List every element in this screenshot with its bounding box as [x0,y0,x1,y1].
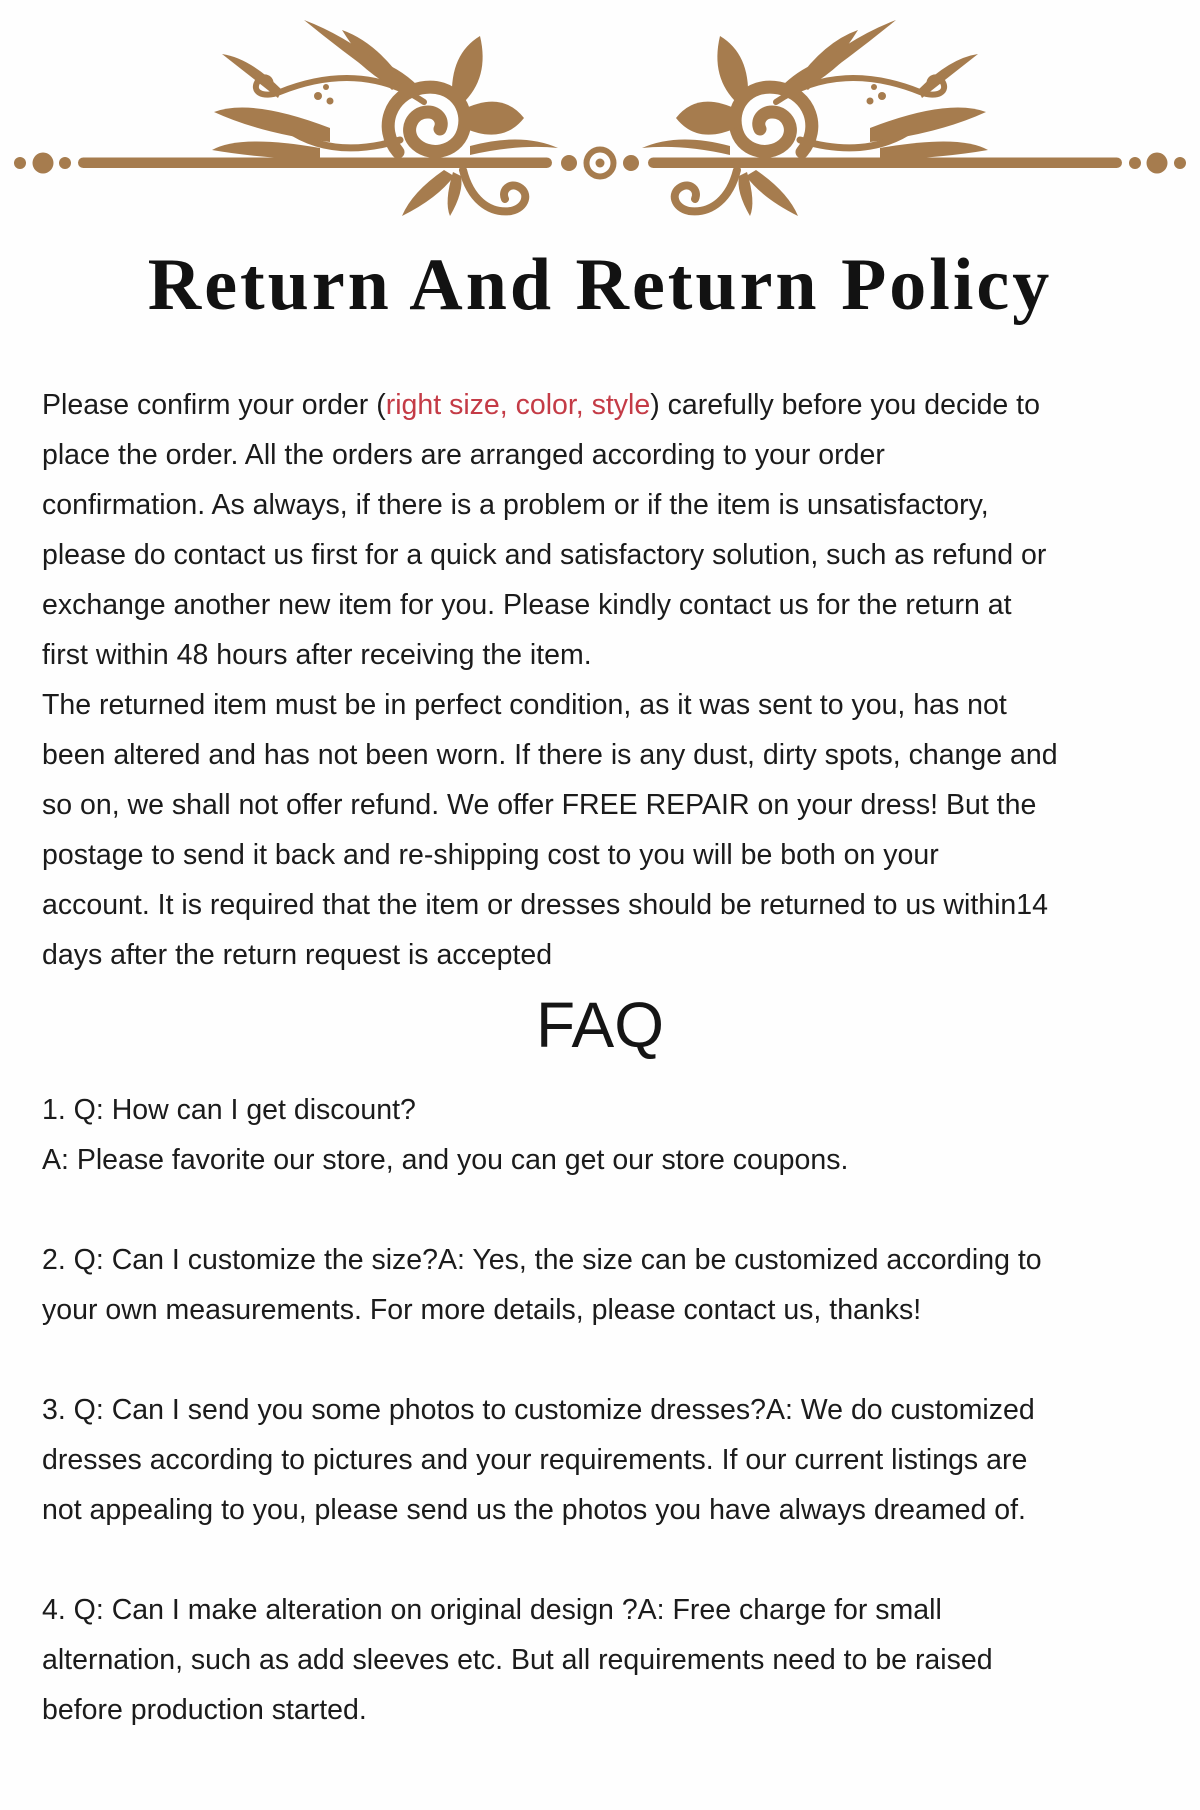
faq-answer: not appealing to you, please send us the photos you have always dreamed of. [42,1494,1026,1526]
policy-line: been altered and has not been worn. If there is any dust, dirty spots, change and [42,739,1058,771]
faq-question: 3. Q: Can I send you some photos to customize dresses?A: We do customized [42,1394,1035,1426]
faq-item-2 [42,1235,1172,1335]
faq-list [0,1085,1200,1735]
policy-line: place the order. All the orders are arranged according to your order [42,439,885,471]
return-policy-paragraph [0,380,1200,980]
policy-line: please do contact us first for a quick and satisfactory solution, such as refund or [42,539,1047,571]
page-title: Return And Return Policy [147,244,1053,326]
floral-divider-ornament [0,0,1200,240]
faq-answer: before production started. [42,1694,367,1726]
policy-line: so on, we shall not offer refund. We offer FREE REPAIR on your dress! But the [42,789,1037,821]
policy-line [42,380,1172,430]
policy-line1-post: ) carefully before you decide to [650,389,1040,421]
faq-item-4 [42,1585,1172,1735]
faq-heading: FAQ [535,989,665,1061]
policy-line1-red-highlight: right size, color, style [385,389,651,421]
faq-question: 4. Q: Can I make alteration on original design ?A: Free charge for small [42,1594,942,1626]
policy-line: first within 48 hours after receiving the item. [42,639,592,671]
faq-item-1 [42,1085,1172,1185]
policy-line: days after the return request is accepted [42,939,553,971]
faq-answer: alternation, such as add sleeves etc. But all requirements need to be raised [42,1644,993,1676]
policy-line: The returned item must be in perfect condition, as it was sent to you, has not [42,689,1007,721]
policy-line1-pre: Please confirm your order ( [42,389,386,421]
faq-question: 2. Q: Can I customize the size?A: Yes, the size can be customized according to [42,1244,1042,1276]
policy-line: exchange another new item for you. Please kindly contact us for the return at [42,589,1012,621]
faq-question: 1. Q: How can I get discount? [42,1094,416,1126]
faq-item-3 [42,1385,1172,1535]
faq-answer: A: Please favorite our store, and you can get our store coupons. [42,1144,849,1176]
faq-answer: your own measurements. For more details, please contact us, thanks! [42,1294,922,1326]
policy-line: postage to send it back and re-shipping cost to you will be both on your [42,839,939,871]
policy-line: account. It is required that the item or dresses should be returned to us within14 [42,889,1048,921]
faq-answer: dresses according to pictures and your requirements. If our current listings are [42,1444,1028,1476]
policy-line: confirmation. As always, if there is a problem or if the item is unsatisfactory, [42,489,989,521]
